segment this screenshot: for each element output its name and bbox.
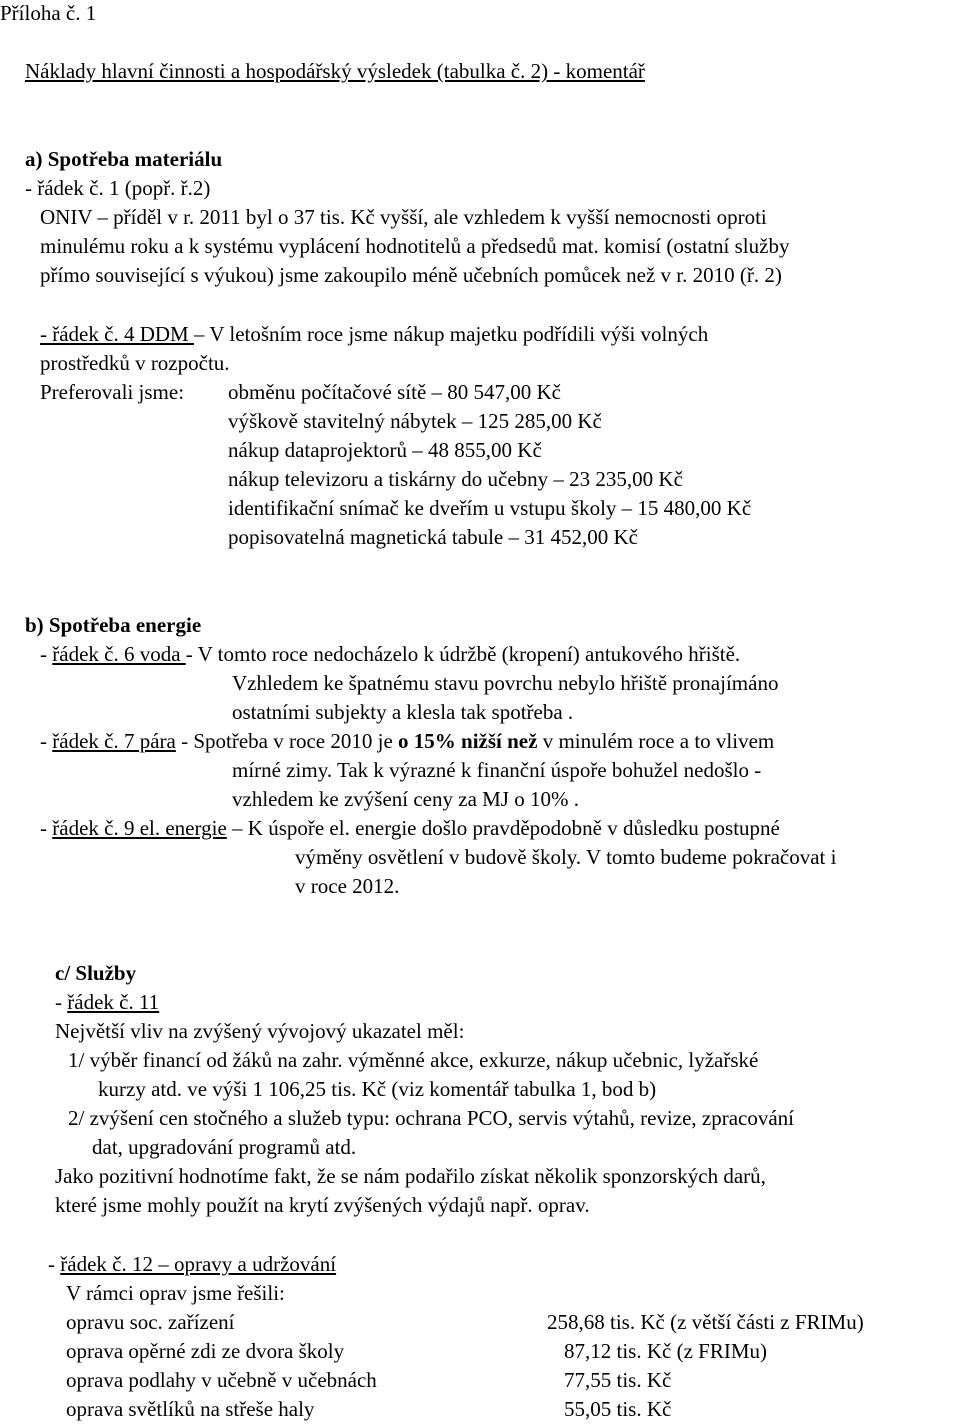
section-c-heading: c/ Služby <box>55 961 137 985</box>
item1-ref: - řádek č. 1 (popř. ř.2) <box>25 176 211 200</box>
preferred-label: Preferovali jsme: <box>40 380 185 404</box>
repair-value: 258,68 tis. Kč (z větší části z FRIMu) <box>547 1310 864 1334</box>
point1-line2: kurzy atd. ve výši 1 106,25 tis. Kč (viz komentář tabulka 1, bod b) <box>98 1077 657 1101</box>
steam-cont: mírné zimy. Tak k výrazné k finanční úspoře bohužel nedošlo - <box>232 758 762 782</box>
steam-line: - řádek č. 7 pára - Spotřeba v roce 2010 je o 15% nižší než v minulém roce a to vlivem <box>40 729 775 753</box>
positive-line1: Jako pozitivní hodnotíme fakt, že se nám podařilo získat několik sponzorských darů, <box>55 1164 766 1188</box>
preferred-item: výškově stavitelný nábytek – 125 285,00 Kč <box>228 409 602 433</box>
positive-line2: které jsme mohly použít na krytí zvýšených výdajů např. oprav. <box>55 1193 590 1217</box>
preferred-item: obměnu počítačové sítě – 80 547,00 Kč <box>228 380 562 404</box>
repairs-intro: V rámci oprav jsme řešili: <box>66 1281 285 1305</box>
point2-line1: 2/ zvýšení cen stočného a služeb typu: ochrana PCO, servis výtahů, revize, zpracování <box>68 1106 795 1130</box>
para1-line3: přímo související s výukou) jsme zakoupilo méně učebních pomůcek než v r. 2010 (ř. 2) <box>40 263 782 287</box>
point1-line1: 1/ výběr financí od žáků na zahr. výměnné akce, exkurze, nákup učebnic, lyžařské <box>68 1048 759 1072</box>
water-cont: Vzhledem ke špatnému stavu povrchu nebylo hřiště pronajímáno <box>232 671 779 695</box>
repair-name: oprava podlahy v učebně v učebnách <box>66 1368 377 1392</box>
document-title: Náklady hlavní činnosti a hospodářský výsledek (tabulka č. 2) - komentář <box>25 59 645 83</box>
item4-line2: prostředků v rozpočtu. <box>40 351 230 375</box>
electricity-ref: řádek č. 9 el. energie <box>52 816 227 840</box>
steam-ref: řádek č. 7 pára <box>52 729 176 753</box>
item11-ref: řádek č. 11 <box>67 990 160 1014</box>
preferred-item: nákup televizoru a tiskárny do učebny – 23 235,00 Kč <box>228 467 683 491</box>
para1-line2: minulému roku a k systému vyplácení hodnotitelů a předsedů mat. komisí (ostatní služby <box>40 234 790 258</box>
water-ref: řádek č. 6 voda <box>52 642 186 666</box>
electricity-cont: výměny osvětlení v budově školy. V tomto budeme pokračovat i <box>295 845 837 869</box>
repair-value: 87,12 tis. Kč (z FRIMu) <box>564 1339 767 1363</box>
attachment-label: Příloha č. 1 <box>0 1 97 25</box>
preferred-item: identifikační snímač ke dveřím u vstupu školy – 15 480,00 Kč <box>228 496 752 520</box>
steam-cont: vzhledem ke zvýšení ceny za MJ o 10% . <box>232 787 579 811</box>
steam-bold: o 15% nižší než <box>398 729 538 753</box>
repair-value: 77,55 tis. Kč <box>564 1368 672 1392</box>
repair-name: oprava opěrné zdi ze dvora školy <box>66 1339 345 1363</box>
water-line: - řádek č. 6 voda - V tomto roce nedocházelo k údržbě (kropení) antukového hřiště. <box>40 642 741 666</box>
water-cont: ostatními subjekty a klesla tak spotřeba . <box>232 700 574 724</box>
item11-line: - řádek č. 11 <box>55 990 160 1014</box>
repair-value: 55,05 tis. Kč <box>564 1397 672 1421</box>
point2-line2: dat, upgradování programů atd. <box>92 1135 357 1159</box>
preferred-item: nákup dataprojektorů – 48 855,00 Kč <box>228 438 542 462</box>
item12-line: - řádek č. 12 – opravy a udržování <box>48 1252 337 1276</box>
item4-text: – V letošním roce jsme nákup majetku podřídili výši volných <box>193 322 709 346</box>
preferred-item: popisovatelná magnetická tabule – 31 452,00 Kč <box>228 525 638 549</box>
para1-line1: ONIV – příděl v r. 2011 byl o 37 tis. Kč vyšší, ale vzhledem k vyšší nemocnosti oproti <box>40 205 767 229</box>
item4-line <box>40 321 708 348</box>
section-a-heading: a) Spotřeba materiálu <box>25 147 223 171</box>
item4-ref: - řádek č. 4 DDM <box>40 322 194 346</box>
section-b-heading: b) Spotřeba energie <box>25 613 202 637</box>
services-intro: Největší vliv na zvýšený vývojový ukazatel měl: <box>55 1019 465 1043</box>
electricity-line: - řádek č. 9 el. energie – K úspoře el. energie došlo pravděpodobně v důsledku postupné <box>40 816 780 840</box>
item12-ref: řádek č. 12 – opravy a udržování <box>60 1252 337 1276</box>
repair-name: opravu soc. zařízení <box>66 1310 235 1334</box>
repair-name: oprava světlíků na střeše haly <box>66 1397 315 1421</box>
electricity-cont: v roce 2012. <box>295 874 400 898</box>
